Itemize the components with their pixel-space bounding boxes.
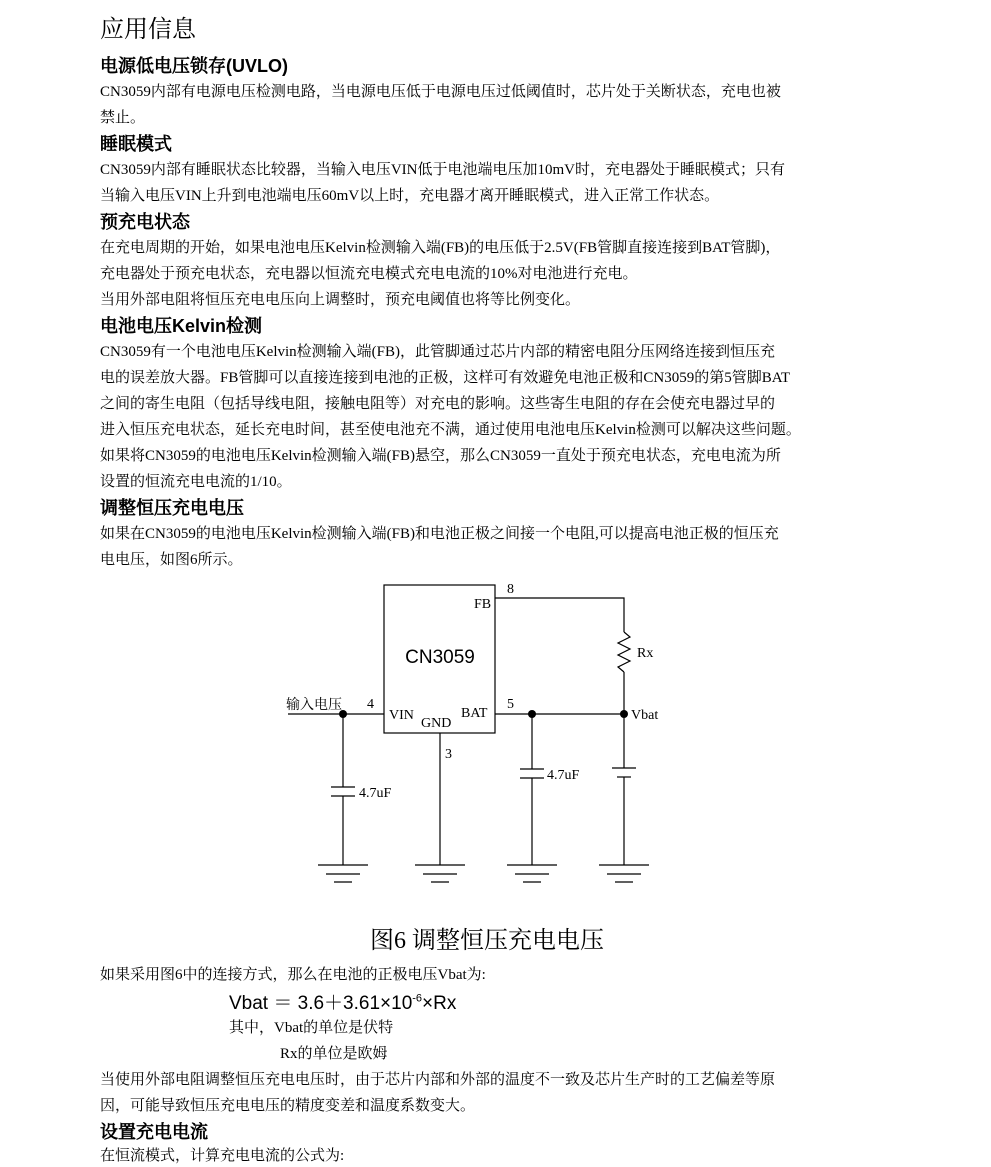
after-formula-line-2: 因，可能导致恒压充电电压的精度变差和温度系数变大。 — [100, 1098, 476, 1114]
uvlo-line-1: CN3059内部有电源电压检测电路，当电源电压低于电源电压过低阈值时，芯片处于关断状态，充电也被 — [100, 84, 781, 100]
sleep-line-1: CN3059内部有睡眠状态比较器，当输入电压VIN低于电池端电压加10mV时，充电器处于睡眠模式；只有 — [100, 162, 786, 178]
fb-wire — [495, 598, 624, 632]
pin-gnd-number: 3 — [445, 747, 452, 762]
formula-prefix: Vbat ＝ 3.6＋3.61×10 — [229, 993, 413, 1014]
resistor-rx — [618, 632, 630, 672]
pin-bat-label: BAT — [461, 706, 488, 721]
pin-bat-number: 5 — [507, 697, 514, 712]
junction-bat — [528, 710, 536, 718]
kelvin-line-4: 进入恒压充电状态，延长充电时间，甚至使电池充不满，通过使用电池电压Kelvin检测可以解决这些问题。 — [100, 422, 801, 438]
adjust-line-2: 电电压，如图6所示。 — [100, 552, 243, 568]
chip-label: CN3059 — [405, 647, 475, 668]
precharge-line-1: 在充电周期的开始，如果电池电压Kelvin检测输入端(FB)的电压低于2.5V(FB管脚直接连接到BAT管脚)， — [100, 240, 781, 256]
figure-caption: 图6 调整恒压充电电压 — [370, 928, 604, 954]
pin-vin-number: 4 — [367, 697, 374, 712]
kelvin-line-5: 如果将CN3059的电池电压Kelvin检测输入端(FB)悬空，那么CN3059一直处于预充电状态，充电电流为所 — [100, 448, 781, 464]
formula-where-1: 其中，Vbat的单位是伏特 — [229, 1020, 394, 1036]
formula-exponent: -6 — [412, 992, 423, 1005]
page-title: 应用信息 — [100, 16, 196, 43]
kelvin-line-3: 之间的寄生电阻（包括导线电阻，接触电阻等）对充电的影响。这些寄生电阻的存在会使充电器过早的 — [100, 396, 776, 412]
pin-gnd-label: GND — [421, 716, 452, 731]
ground-symbol-4 — [599, 865, 649, 882]
cap1-label: 4.7uF — [359, 786, 392, 801]
resistor-label: Rx — [637, 646, 654, 661]
kelvin-line-1: CN3059有一个电池电压Kelvin检测输入端(FB)，此管脚通过芯片内部的精密电阻分压网络连接到恒压充 — [100, 344, 776, 360]
precharge-line-2: 充电器处于预充电状态，充电器以恒流充电模式充电电流的10%对电池进行充电。 — [100, 266, 638, 282]
uvlo-heading: 电源低电压锁存(UVLO) — [100, 56, 288, 76]
kelvin-line-6: 设置的恒流充电电流的1/10。 — [100, 474, 292, 490]
formula-main — [229, 988, 456, 1015]
cap2-label: 4.7uF — [547, 768, 580, 783]
formula-suffix: ×Rx — [422, 993, 457, 1014]
charge-current-line-1: 在恒流模式，计算充电电流的公式为: — [100, 1148, 345, 1164]
ground-symbol-1 — [318, 865, 368, 882]
ground-symbol-3 — [507, 865, 557, 882]
pin-fb-label: FB — [474, 597, 492, 612]
kelvin-line-2: 电的误差放大器。FB管脚可以直接连接到电池的正极，这样可有效避免电池正极和CN3059的第5管脚BAT — [100, 370, 791, 386]
formula-where-2: Rx的单位是欧姆 — [280, 1046, 388, 1062]
pin-vin-label: VIN — [389, 708, 414, 723]
vbat-label: Vbat — [631, 708, 659, 723]
charge-current-heading: 设置充电电流 — [100, 1122, 208, 1142]
precharge-line-3: 当用外部电阻将恒压充电电压向上调整时，预充电阈值也将等比例变化。 — [100, 292, 581, 308]
adjust-line-1: 如果在CN3059的电池电压Kelvin检测输入端(FB)和电池正极之间接一个电阻,可以提高电池正极的恒压充 — [100, 526, 779, 542]
junction-vbat — [620, 710, 628, 718]
after-formula-line-1: 当使用外部电阻调整恒压充电电压时，由于芯片内部和外部的温度不一致及芯片生产时的工艺偏差等原 — [100, 1072, 776, 1088]
kelvin-heading: 电池电压Kelvin检测 — [100, 316, 263, 336]
uvlo-line-2: 禁止。 — [100, 110, 146, 126]
input-voltage-label: 输入电压 — [286, 698, 342, 713]
sleep-line-2: 当输入电压VIN上升到电池端电压60mV以上时，充电器才离开睡眠模式，进入正常工作状态。 — [100, 188, 720, 204]
formula-intro: 如果采用图6中的连接方式，那么在电池的正极电压Vbat为: — [100, 967, 486, 983]
precharge-heading: 预充电状态 — [100, 212, 190, 232]
sleep-heading: 睡眠模式 — [100, 134, 172, 154]
adjust-heading: 调整恒压充电电压 — [100, 498, 244, 518]
ground-symbol-2 — [415, 865, 465, 882]
pin-fb-number: 8 — [507, 582, 514, 597]
